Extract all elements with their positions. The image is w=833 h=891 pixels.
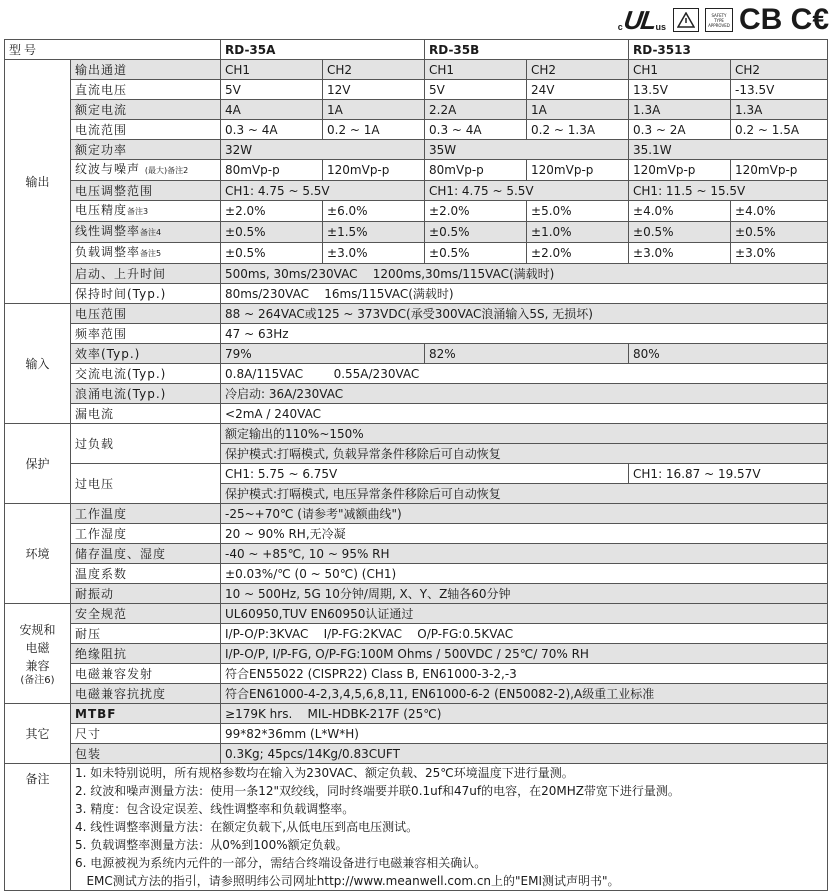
cell: 80% <box>629 344 828 364</box>
cell: 符合EN61000-4-2,3,4,5,6,8,11, EN61000-6-2 (EN50082-2),A级重工业标准 <box>221 684 828 704</box>
row-label: 漏电流 <box>71 404 221 424</box>
cell: CH1: 4.75 ~ 5.5V <box>425 181 629 201</box>
cell: I/P-O/P, I/P-FG, O/P-FG:100M Ohms / 500VDC / 25℃/ 70% RH <box>221 644 828 664</box>
row-label: 电流范围 <box>71 120 221 140</box>
output-line-reg-row <box>5 222 828 243</box>
cell: 5V <box>425 80 527 100</box>
protection-section-title: 保护 <box>5 424 71 504</box>
output-section-title: 输出 <box>5 60 71 304</box>
cell: 1A <box>323 100 425 120</box>
cell: 0.3Kg; 45pcs/14Kg/0.83CUFT <box>221 744 828 764</box>
row-label: 保持时间(Typ.) <box>71 284 221 304</box>
cell: <2mA / 240VAC <box>221 404 828 424</box>
row-label: 浪涌电流(Typ.) <box>71 384 221 404</box>
environment-section-title: 环境 <box>5 504 71 604</box>
cell: 80mVp-p <box>425 160 527 181</box>
row-label: 额定功率 <box>71 140 221 160</box>
output-adj-range-row <box>5 181 828 201</box>
cell: 12V <box>323 80 425 100</box>
row-label: 电压范围 <box>71 304 221 324</box>
row-label: 过负载 <box>71 424 221 464</box>
cell: 0.8A/115VAC 0.55A/230VAC <box>221 364 828 384</box>
output-channel-row <box>5 60 828 80</box>
safety-emc-immunity-row <box>5 684 828 704</box>
row-label: 耐振动 <box>71 584 221 604</box>
safety-isolation-row <box>5 644 828 664</box>
cell: CH1: 4.75 ~ 5.5V <box>221 181 425 201</box>
cell: CH2 <box>323 60 425 80</box>
cell: 额定输出的110%~150% <box>221 424 828 444</box>
row-label: 耐压 <box>71 624 221 644</box>
cell: -40 ~ +85℃, 10 ~ 95% RH <box>221 544 828 564</box>
cell: ±3.0% <box>629 243 731 264</box>
others-mtbf-row <box>5 704 828 724</box>
row-label: 尺寸 <box>71 724 221 744</box>
cell: 10 ~ 500Hz, 5G 10分钟/周期, X、Y、Z轴各60分钟 <box>221 584 828 604</box>
notes-content <box>71 764 828 891</box>
model-rd35a: RD-35A <box>221 40 425 60</box>
cell: 符合EN55022 (CISPR22) Class B, EN61000-3-2,-3 <box>221 664 828 684</box>
env-work-temp-row <box>5 504 828 524</box>
cell: 99*82*36mm (L*W*H) <box>221 724 828 744</box>
row-label: 负载调整率备注5 <box>71 243 221 264</box>
cell: 120mVp-p <box>527 160 629 181</box>
certification-logos <box>617 2 829 38</box>
row-label: 温度系数 <box>71 564 221 584</box>
cell: CH1: 16.87 ~ 19.57V <box>629 464 828 484</box>
model-rd35b: RD-35B <box>425 40 629 60</box>
cb-ce-logo: CB C€ <box>738 3 829 36</box>
cell: 0.3 ~ 2A <box>629 120 731 140</box>
cell: 35W <box>425 140 629 160</box>
row-label: 安全规范 <box>71 604 221 624</box>
output-tolerance-row <box>5 201 828 222</box>
row-label: 效率(Typ.) <box>71 344 221 364</box>
notes-row <box>5 764 828 891</box>
row-label: MTBF <box>71 704 221 724</box>
output-current-range-row <box>5 120 828 140</box>
safety-emc-emission-row <box>5 664 828 684</box>
cell: 1.3A <box>731 100 828 120</box>
cell: 保护模式:打嗝模式, 负载异常条件移除后可自动恢复 <box>221 444 828 464</box>
protection-overvoltage-row-1 <box>5 464 828 484</box>
output-rated-power-row <box>5 140 828 160</box>
cell: 2.2A <box>425 100 527 120</box>
model-label: 型号 <box>5 40 221 60</box>
cell: CH2 <box>731 60 828 80</box>
note-line: 6. 电源被视为系统内元件的一部分，需结合终端设备进行电磁兼容相关确认。 <box>75 856 487 870</box>
cell: 4A <box>221 100 323 120</box>
cell: CH1 <box>425 60 527 80</box>
others-packing-row <box>5 744 828 764</box>
cell: 5V <box>221 80 323 100</box>
cell: 35.1W <box>629 140 828 160</box>
cell: 保护模式:打嗝模式, 电压异常条件移除后可自动恢复 <box>221 484 828 504</box>
cell: ±2.0% <box>221 201 323 222</box>
output-setup-row <box>5 264 828 284</box>
output-dc-voltage-row <box>5 80 828 100</box>
cell: 120mVp-p <box>323 160 425 181</box>
cell: CH1: 11.5 ~ 15.5V <box>629 181 828 201</box>
cell: 0.3 ~ 4A <box>221 120 323 140</box>
row-label: 绝缘阻抗 <box>71 644 221 664</box>
note-line: 1. 如未特别说明，所有规格参数均在输入为230VAC、额定负载、25℃环境温度下进行量测。 <box>75 766 574 780</box>
output-load-reg-row <box>5 243 828 264</box>
note-line: 5. 负载调整率测量方法：从0%到100%额定负载。 <box>75 838 348 852</box>
row-label: 线性调整率备注4 <box>71 222 221 243</box>
cell: CH2 <box>527 60 629 80</box>
spec-table <box>4 39 828 891</box>
cell: ±4.0% <box>629 201 731 222</box>
safety-standards-row <box>5 604 828 624</box>
cell: CH1: 5.75 ~ 6.75V <box>221 464 629 484</box>
row-label: 电磁兼容发射 <box>71 664 221 684</box>
output-ripple-row <box>5 160 828 181</box>
cell: 13.5V <box>629 80 731 100</box>
cell: ±0.5% <box>629 222 731 243</box>
warning-triangle-icon <box>673 8 699 32</box>
others-section-title: 其它 <box>5 704 71 764</box>
safety-section-title: 安规和 电磁 兼容 (备注6) <box>5 604 71 704</box>
cell: ±0.5% <box>425 222 527 243</box>
row-label: 储存温度、湿度 <box>71 544 221 564</box>
cell: -13.5V <box>731 80 828 100</box>
cell: CH1 <box>221 60 323 80</box>
output-hold-row <box>5 284 828 304</box>
cell: 1.3A <box>629 100 731 120</box>
cell: 20 ~ 90% RH,无冷凝 <box>221 524 828 544</box>
model-header-row <box>5 40 828 60</box>
cell: 120mVp-p <box>629 160 731 181</box>
env-work-humid-row <box>5 524 828 544</box>
note-line: 2. 纹波和噪声测量方法：使用一条12"双绞线，同时终端要并联0.1uf和47uf的电容，在20MHZ带宽下进行量测。 <box>75 784 680 798</box>
safety-withstand-row <box>5 624 828 644</box>
cell: ±0.5% <box>221 222 323 243</box>
others-dimension-row <box>5 724 828 744</box>
protection-overload-row-1 <box>5 424 828 444</box>
row-label: 电磁兼容抗扰度 <box>71 684 221 704</box>
row-label: 输出通道 <box>71 60 221 80</box>
ul-logo: c UL us <box>617 4 666 35</box>
cell: ±2.0% <box>527 243 629 264</box>
cell: 80ms/230VAC 16ms/115VAC(满载时) <box>221 284 828 304</box>
env-storage-row <box>5 544 828 564</box>
row-label: 纹波与噪声 (最大)备注2 <box>71 160 221 181</box>
cell: ±0.5% <box>731 222 828 243</box>
cell: 80mVp-p <box>221 160 323 181</box>
cell: 88 ~ 264VAC或125 ~ 373VDC(承受300VAC浪涌输入5S, 无损坏) <box>221 304 828 324</box>
cell: 0.2 ~ 1A <box>323 120 425 140</box>
cell: 82% <box>425 344 629 364</box>
cell: 0.3 ~ 4A <box>425 120 527 140</box>
cell: ±3.0% <box>323 243 425 264</box>
row-label: 过电压 <box>71 464 221 504</box>
output-rated-current-row <box>5 100 828 120</box>
cell: I/P-O/P:3KVAC I/P-FG:2KVAC O/P-FG:0.5KVAC <box>221 624 828 644</box>
row-label: 电压调整范围 <box>71 181 221 201</box>
cell: -25~+70℃ (请参考"减额曲线") <box>221 504 828 524</box>
note-line: EMC测试方法的指引，请参照明纬公司网址http://www.meanwell.com.cn上的"EMI测试声明书"。 <box>75 874 620 888</box>
row-label: 直流电压 <box>71 80 221 100</box>
cell: ±3.0% <box>731 243 828 264</box>
cell: ±1.0% <box>527 222 629 243</box>
cell: ±0.03%/℃ (0 ~ 50℃) (CH1) <box>221 564 828 584</box>
cell: ±2.0% <box>425 201 527 222</box>
cell: UL60950,TUV EN60950认证通过 <box>221 604 828 624</box>
row-label: 电压精度备注3 <box>71 201 221 222</box>
input-ac-current-row <box>5 364 828 384</box>
cell: 冷启动: 36A/230VAC <box>221 384 828 404</box>
env-temp-coeff-row <box>5 564 828 584</box>
cell: 120mVp-p <box>731 160 828 181</box>
row-label: 频率范围 <box>71 324 221 344</box>
row-label: 工作湿度 <box>71 524 221 544</box>
cell: 47 ~ 63Hz <box>221 324 828 344</box>
cell: 0.2 ~ 1.5A <box>731 120 828 140</box>
cell: ±5.0% <box>527 201 629 222</box>
cell: ±0.5% <box>221 243 323 264</box>
model-rd3513: RD-3513 <box>629 40 828 60</box>
input-efficiency-row <box>5 344 828 364</box>
cell: 0.2 ~ 1.3A <box>527 120 629 140</box>
cell: 1A <box>527 100 629 120</box>
row-label: 交流电流(Typ.) <box>71 364 221 384</box>
env-vibration-row <box>5 584 828 604</box>
cell: ±6.0% <box>323 201 425 222</box>
note-line: 4. 线性调整率测量方法：在额定负载下,从低电压到高电压测试。 <box>75 820 419 834</box>
cell: ±1.5% <box>323 222 425 243</box>
cell: 79% <box>221 344 425 364</box>
cell: 32W <box>221 140 425 160</box>
cell: ±4.0% <box>731 201 828 222</box>
input-voltage-row <box>5 304 828 324</box>
cell: ≥179K hrs. MIL-HDBK-217F (25℃) <box>221 704 828 724</box>
input-inrush-row <box>5 384 828 404</box>
note-line: 3. 精度：包含设定误差、线性调整率和负载调整率。 <box>75 802 355 816</box>
row-label: 包装 <box>71 744 221 764</box>
input-section-title: 输入 <box>5 304 71 424</box>
row-label: 工作温度 <box>71 504 221 524</box>
notes-section-title: 备注 <box>5 764 71 891</box>
cell: ±0.5% <box>425 243 527 264</box>
cell: 500ms, 30ms/230VAC 1200ms,30ms/115VAC(满载时) <box>221 264 828 284</box>
input-leakage-row <box>5 404 828 424</box>
safety-approved-logo: SAFETY TYPE APPROVED <box>705 8 733 32</box>
cell: CH1 <box>629 60 731 80</box>
cell: 24V <box>527 80 629 100</box>
input-frequency-row <box>5 324 828 344</box>
row-label: 启动、上升时间 <box>71 264 221 284</box>
row-label: 额定电流 <box>71 100 221 120</box>
